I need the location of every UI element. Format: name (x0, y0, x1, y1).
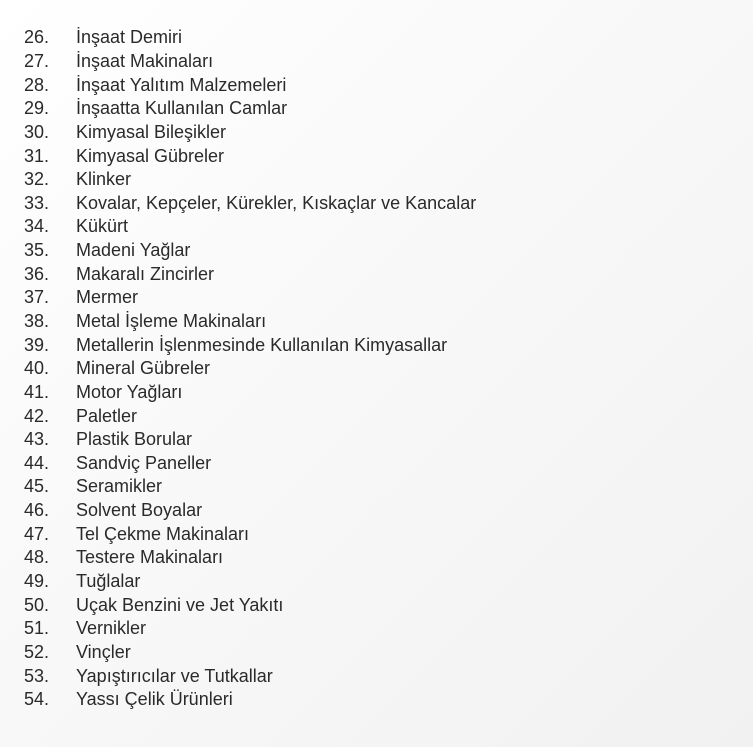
list-item (24, 73, 476, 97)
item-number: 47. (24, 523, 50, 544)
list-item (24, 522, 476, 546)
list-item (24, 499, 476, 523)
list-item (24, 121, 476, 145)
item-number: 41. (24, 381, 50, 402)
item-label: Kimyasal Bileşikler (76, 121, 227, 142)
list-item (24, 262, 476, 286)
item-label: Mermer (76, 287, 138, 308)
list-item (24, 593, 476, 617)
item-label: Kovalar, Kepçeler, Kürekler, Kıskaçlar ve Kancalar (76, 192, 477, 213)
list-item (24, 191, 476, 215)
item-number: 49. (24, 571, 50, 592)
list-item (24, 239, 476, 263)
item-number: 37. (24, 287, 50, 308)
item-label: Kükürt (76, 216, 129, 237)
list-item (24, 546, 476, 570)
item-number: 27. (24, 50, 50, 71)
item-label: Yassı Çelik Ürünleri (76, 689, 233, 710)
item-number: 43. (24, 429, 50, 450)
item-number: 31. (24, 145, 50, 166)
item-number: 34. (24, 216, 50, 237)
list-item (24, 475, 476, 499)
item-label: İnşaatta Kullanılan Camlar (76, 98, 288, 119)
item-label: Tuğlalar (76, 571, 141, 592)
item-label: Motor Yağları (76, 381, 183, 402)
item-label: Seramikler (76, 476, 163, 497)
item-label: Paletler (76, 405, 138, 426)
item-number: 28. (24, 74, 50, 95)
item-number: 52. (24, 641, 50, 662)
item-number: 42. (24, 405, 50, 426)
list-item (24, 168, 476, 192)
item-number: 40. (24, 358, 50, 379)
item-label: Metal İşleme Makinaları (76, 311, 267, 331)
item-label: İnşaat Yalıtım Malzemeleri (76, 74, 287, 95)
item-label: Metallerin İşlenmesinde Kullanılan Kimyasallar (76, 334, 448, 355)
item-number: 51. (24, 618, 50, 639)
item-label: Testere Makinaları (76, 547, 224, 568)
item-number: 38. (24, 311, 50, 331)
item-label: Vernikler (76, 618, 147, 639)
item-number: 30. (24, 121, 50, 142)
list-item (24, 617, 476, 641)
list-item (24, 97, 476, 121)
item-label: Solvent Boyalar (76, 500, 203, 521)
list-item (24, 452, 476, 476)
list-item (24, 26, 476, 50)
item-number: 45. (24, 476, 50, 497)
list-item (24, 215, 476, 239)
list-item (24, 688, 476, 712)
item-number: 29. (24, 98, 50, 119)
item-label: İnşaat Demiri (76, 27, 183, 48)
item-number: 39. (24, 334, 50, 355)
item-label: Mineral Gübreler (76, 358, 211, 379)
list-item (24, 664, 476, 688)
list-item (24, 50, 476, 74)
item-number: 50. (24, 594, 50, 615)
item-number: 44. (24, 452, 50, 473)
list-item (24, 641, 476, 665)
item-label: İnşaat Makinaları (76, 50, 214, 71)
item-label: Vinçler (76, 641, 131, 662)
item-number: 32. (24, 169, 50, 190)
list-item (24, 333, 476, 357)
product-list (24, 26, 476, 712)
item-number: 48. (24, 547, 50, 568)
item-label: Uçak Benzini ve Jet Yakıtı (76, 594, 284, 615)
item-number: 26. (24, 27, 50, 48)
item-label: Madeni Yağlar (76, 240, 191, 261)
item-number: 46. (24, 500, 50, 521)
list-item (24, 286, 476, 310)
list-item (24, 310, 476, 334)
item-label: Sandviç Paneller (76, 452, 212, 473)
item-label: Tel Çekme Makinaları (76, 523, 250, 544)
item-label: Kimyasal Gübreler (76, 145, 225, 166)
item-number: 33. (24, 192, 50, 213)
item-number: 36. (24, 263, 50, 284)
list-item (24, 570, 476, 594)
item-label: Plastik Borular (76, 429, 193, 450)
list-item (24, 404, 476, 428)
item-number: 35. (24, 240, 50, 261)
item-label: Makaralı Zincirler (76, 263, 215, 284)
item-number: 54. (24, 689, 50, 710)
item-label: Klinker (76, 169, 132, 190)
list-item (24, 357, 476, 381)
list-item (24, 144, 476, 168)
list-item (24, 428, 476, 452)
list-item (24, 381, 476, 405)
item-number: 53. (24, 665, 50, 686)
item-label: Yapıştırıcılar ve Tutkallar (76, 665, 273, 686)
